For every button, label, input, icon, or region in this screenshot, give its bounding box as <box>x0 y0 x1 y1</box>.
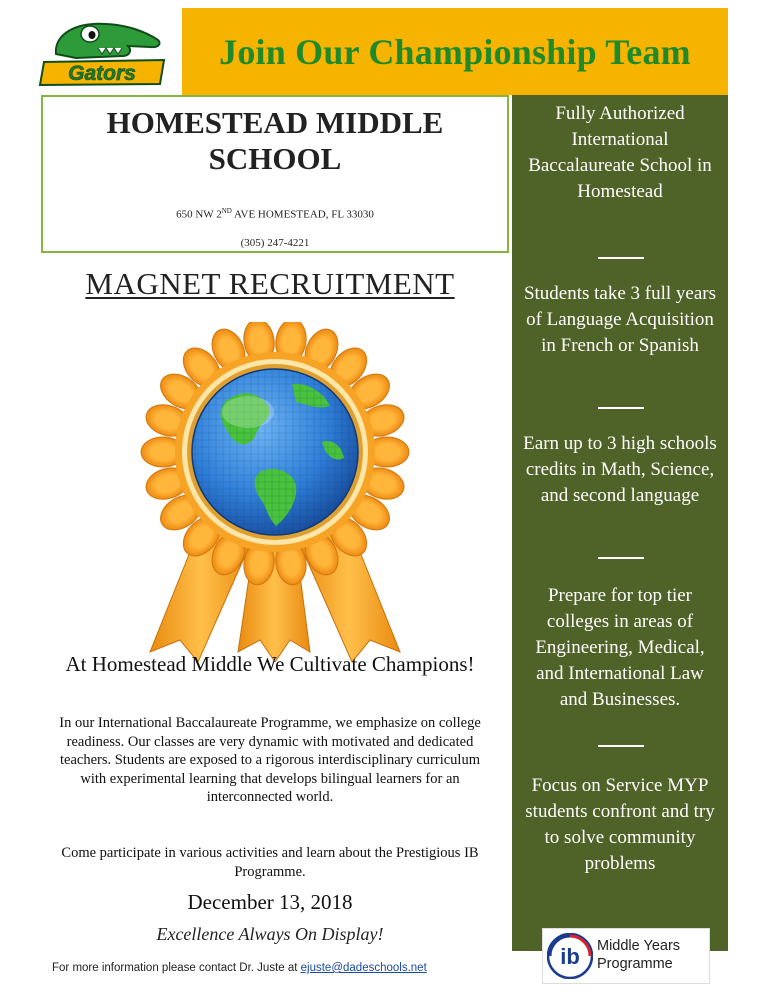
ib-line1: Middle Years <box>597 938 681 954</box>
highlight-colleges: Prepare for top tier colleges in areas of Engineering, Medical, and International Law and Businesses. <box>535 585 705 710</box>
gator-mascot-icon <box>36 14 172 88</box>
sidebar-divider <box>598 257 644 259</box>
cultivate-heading: At Homestead Middle We Cultivate Champions! <box>65 652 475 676</box>
globe-rosette-icon <box>110 322 440 662</box>
address-number: 650 NW 2 <box>176 208 222 221</box>
address-rest: AVE HOMESTEAD, FL 33030 <box>231 208 374 221</box>
ib-mark-icon <box>547 933 593 979</box>
sidebar-divider <box>598 745 644 747</box>
logo-wordmark: Gators <box>68 62 136 85</box>
recruitment-heading-text: MAGNET RECRUITMENT <box>85 266 455 301</box>
participate-text: Come participate in various activities and learn about the Prestigious IB Programme. <box>61 845 479 880</box>
contact-prefix: For more information please contact Dr. Juste at <box>52 962 301 974</box>
gators-logo <box>36 14 172 88</box>
motto: Excellence Always On Display! <box>156 924 384 944</box>
banner-title: Join Our Championship Team <box>219 31 691 72</box>
header-banner <box>182 8 728 95</box>
school-name <box>43 105 507 177</box>
sidebar-divider <box>598 407 644 409</box>
recruitment-heading <box>0 266 540 302</box>
sidebar-divider <box>598 557 644 559</box>
contact-line <box>52 962 492 974</box>
ib-mark-text: ib <box>560 944 580 969</box>
address-suffix: ND <box>221 207 232 215</box>
school-name-line1: HOMESTEAD MIDDLE <box>106 105 444 140</box>
highlights-sidebar <box>512 95 728 951</box>
school-phone: (305) 247-4221 <box>240 236 310 249</box>
award-rosette <box>110 322 440 662</box>
ib-line2: Programme <box>597 956 673 972</box>
highlight-service: Focus on Service MYP students confront and try to solve community problems <box>525 775 715 874</box>
school-info-box <box>41 95 509 253</box>
highlight-language: Students take 3 full years of Language Acquisition in French or Spanish <box>523 283 717 356</box>
ib-logo-text <box>597 937 709 973</box>
event-date: December 13, 2018 <box>187 890 353 914</box>
program-description: In our International Baccalaureate Programme, we emphasize on college readiness. Our classes are very dynamic with motivated and dedicated teachers. Students are exposed to a rigorous interdisciplinary curriculum with experimental learning that develops bilingual learners for an interconnected world. <box>59 715 481 805</box>
school-name-line2: SCHOOL <box>208 141 342 176</box>
highlight-ib-authorized: Fully Authorized International Baccalaureate School in Homestead <box>528 103 712 202</box>
highlight-credits: Earn up to 3 high schools credits in Math, Science, and second language <box>523 433 717 506</box>
school-address <box>43 207 507 221</box>
contact-email-link[interactable]: ejuste@dadeschools.net <box>300 962 427 974</box>
ib-myp-logo <box>542 928 710 984</box>
